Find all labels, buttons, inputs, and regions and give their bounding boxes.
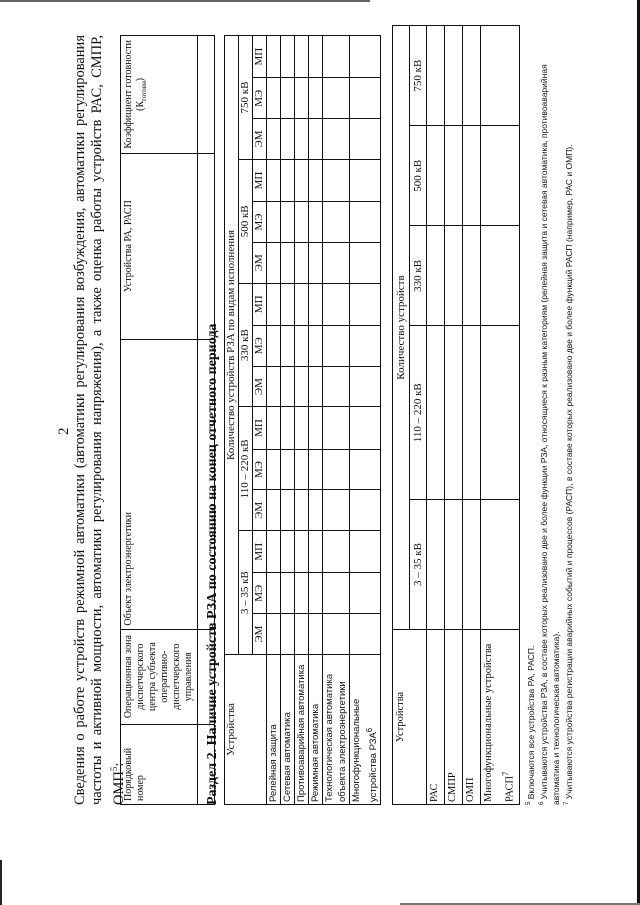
count-cell[interactable] — [309, 202, 323, 243]
count-cell[interactable] — [427, 500, 445, 630]
count-cell[interactable] — [463, 500, 481, 630]
count-cell[interactable] — [295, 614, 309, 655]
count-cell[interactable] — [309, 325, 323, 366]
count-cell[interactable] — [295, 202, 309, 243]
footnote-number: 7 — [564, 801, 571, 805]
header-availability-coef: Коэффициент готовности $(К_{готовн})$ — [121, 36, 198, 154]
count-cell[interactable] — [267, 36, 281, 78]
count-cell[interactable] — [427, 126, 445, 226]
count-cell[interactable] — [350, 407, 381, 449]
count-cell[interactable] — [350, 531, 381, 573]
count-cell[interactable] — [445, 26, 463, 126]
header-devices: Устройства — [393, 630, 427, 805]
count-cell[interactable] — [267, 78, 281, 119]
count-cell[interactable] — [281, 78, 295, 119]
row-label — [323, 655, 350, 805]
row-label — [481, 630, 520, 805]
count-cell[interactable] — [323, 614, 350, 655]
count-cell[interactable] — [281, 242, 295, 283]
footnote-ref: 7 — [500, 771, 510, 776]
row-label-text: Технологическая автоматика объекта электроэнергетики — [324, 673, 348, 802]
count-cell[interactable] — [309, 119, 323, 160]
count-cell[interactable] — [309, 78, 323, 119]
table-row — [445, 26, 463, 805]
header-voltage: 3 – 35 кВ — [410, 500, 427, 630]
row-label — [445, 630, 463, 805]
count-cell[interactable] — [267, 325, 281, 366]
header-type: МП — [253, 531, 267, 573]
count-cell[interactable] — [445, 326, 463, 500]
count-cell[interactable] — [323, 366, 350, 407]
count-cell[interactable] — [481, 26, 520, 126]
count-cell[interactable] — [309, 283, 323, 325]
count-cell[interactable] — [267, 119, 281, 160]
count-cell[interactable] — [445, 500, 463, 630]
count-cell[interactable] — [281, 449, 295, 490]
count-cell[interactable] — [295, 407, 309, 449]
count-cell[interactable] — [295, 366, 309, 407]
count-cell[interactable] — [281, 366, 295, 407]
count-cell[interactable] — [295, 242, 309, 283]
table-row — [481, 26, 520, 805]
row-label — [427, 630, 445, 805]
cell-availability-coef[interactable] — [198, 36, 215, 154]
count-cell[interactable] — [267, 407, 281, 449]
count-cell[interactable] — [323, 407, 350, 449]
count-cell[interactable] — [463, 26, 481, 126]
count-cell[interactable] — [323, 283, 350, 325]
table-row — [427, 26, 445, 805]
count-cell[interactable] — [281, 159, 295, 201]
count-cell[interactable] — [350, 202, 381, 243]
header-voltage: 500 кВ — [410, 126, 427, 226]
count-cell[interactable] — [309, 159, 323, 201]
count-cell[interactable] — [350, 119, 381, 160]
count-cell[interactable] — [281, 325, 295, 366]
header-group: Количество устройств — [393, 26, 410, 630]
count-cell[interactable] — [323, 531, 350, 573]
count-cell[interactable] — [323, 573, 350, 614]
count-cell[interactable] — [281, 490, 295, 531]
count-cell[interactable] — [427, 226, 445, 326]
row-label — [350, 655, 381, 805]
page-number: 2 — [56, 427, 72, 435]
title-suffix: : — [110, 762, 127, 767]
header-type: ЭМ — [253, 614, 267, 655]
count-cell[interactable] — [323, 325, 350, 366]
count-cell[interactable] — [267, 449, 281, 490]
title-text: Сведения о работе устройств режимной автоматики (автоматики регулирования возбуждения, автоматики регулирования частоты и активной мощности, автоматики регулирования напряжения), а также оценка работы устройств РАС, СМПР, ОМП — [72, 35, 127, 805]
header-type: ЭМ — [253, 119, 267, 160]
row-label — [463, 630, 481, 805]
rasp-devices-table — [392, 25, 520, 805]
header-group: Количество устройств РЗА по видам исполнения — [225, 36, 239, 655]
count-cell[interactable] — [309, 449, 323, 490]
cell-ra-devices[interactable] — [198, 153, 215, 339]
count-cell[interactable] — [323, 119, 350, 160]
count-cell[interactable] — [323, 159, 350, 201]
table-row — [267, 36, 281, 805]
header-type: МП — [253, 36, 267, 78]
coef-symbol: К — [135, 100, 146, 108]
header-voltage: 750 кВ — [239, 36, 253, 160]
count-cell[interactable] — [267, 159, 281, 201]
count-cell[interactable] — [481, 500, 520, 630]
footnote-number: 5 — [526, 801, 532, 805]
count-cell[interactable] — [309, 366, 323, 407]
section-2-heading: Раздел 2. Наличие устройств РЗА по состоянию на конец отчетного периода — [205, 323, 220, 805]
footnote — [524, 25, 537, 805]
count-cell[interactable] — [295, 159, 309, 201]
footnote-text: Учитываются устройства регистрации аварийных событий и процессов (РАСП), в составе которых реализовано две и более функций РАСП (например, РАС и ОМП). — [563, 144, 574, 800]
count-cell[interactable] — [267, 242, 281, 283]
count-cell[interactable] — [350, 78, 381, 119]
row-label — [281, 655, 295, 805]
header-voltage: 110 – 220 кВ — [239, 407, 253, 531]
header-voltage: 110 – 220 кВ — [410, 326, 427, 500]
footnotes — [524, 25, 575, 805]
count-cell[interactable] — [267, 283, 281, 325]
footnote-number: 6 — [539, 801, 546, 805]
count-cell[interactable] — [281, 614, 295, 655]
footnote-text: Учитываются устройства РЗА, в составе которых реализовано две и более функции РЗА, относящиеся к разным категориям (релейная защита и сетевая автоматика, противоаварийная автоматика и технологическая автоматика). — [539, 64, 561, 805]
row-label-text: Релейная защита — [268, 724, 279, 802]
count-cell[interactable] — [323, 202, 350, 243]
count-cell[interactable] — [309, 573, 323, 614]
count-cell[interactable] — [281, 36, 295, 78]
coef-label: Коэффициент готовности — [123, 40, 134, 149]
header-voltage: 750 кВ — [410, 26, 427, 126]
count-cell[interactable] — [281, 573, 295, 614]
count-cell[interactable] — [309, 531, 323, 573]
count-cell[interactable] — [267, 614, 281, 655]
count-cell[interactable] — [267, 531, 281, 573]
count-cell[interactable] — [323, 490, 350, 531]
ra-devices-table — [120, 35, 215, 805]
count-cell[interactable] — [281, 119, 295, 160]
footnote-text: Включаются все устройства РА, РАСП. — [525, 645, 536, 800]
count-cell[interactable] — [295, 531, 309, 573]
header-type: МЭ — [253, 78, 267, 119]
row-label-text: РАС — [429, 783, 440, 802]
count-cell[interactable] — [281, 283, 295, 325]
count-cell[interactable] — [323, 449, 350, 490]
count-cell[interactable] — [295, 573, 309, 614]
table-row — [281, 36, 295, 805]
count-cell[interactable] — [295, 490, 309, 531]
footnote — [562, 25, 575, 805]
count-cell[interactable] — [295, 119, 309, 160]
header-type: ЭМ — [253, 242, 267, 283]
header-operational-zone: Операционная зона диспетчерского центра субъекта оперативно-диспетчерского управления — [121, 629, 198, 724]
table-header-row — [225, 36, 239, 805]
count-cell[interactable] — [309, 407, 323, 449]
header-voltage: 3 – 35 кВ — [239, 531, 253, 655]
header-devices: Устройства — [225, 655, 267, 805]
count-cell[interactable] — [427, 26, 445, 126]
table-row — [350, 36, 381, 805]
count-cell[interactable] — [445, 226, 463, 326]
header-type: МЭ — [253, 573, 267, 614]
footnote-divider — [519, 740, 520, 805]
footnote — [537, 25, 562, 805]
count-cell[interactable] — [350, 449, 381, 490]
count-cell[interactable] — [463, 226, 481, 326]
table-row — [463, 26, 481, 805]
count-cell[interactable] — [295, 78, 309, 119]
table-row — [323, 36, 350, 805]
count-cell[interactable] — [295, 36, 309, 78]
count-cell[interactable] — [350, 36, 381, 78]
count-cell[interactable] — [481, 126, 520, 226]
count-cell[interactable] — [281, 407, 295, 449]
header-type: ЭМ — [253, 366, 267, 407]
row-label-text: Сетевая автоматика — [282, 712, 293, 802]
count-cell[interactable] — [267, 366, 281, 407]
coef-subscript: готовн — [140, 81, 148, 101]
count-cell[interactable] — [481, 226, 520, 326]
count-cell[interactable] — [281, 202, 295, 243]
row-label — [295, 655, 309, 805]
count-cell[interactable] — [350, 325, 381, 366]
header-voltage: 330 кВ — [239, 283, 253, 407]
count-cell[interactable] — [350, 159, 381, 201]
count-cell[interactable] — [323, 36, 350, 78]
count-cell[interactable] — [267, 202, 281, 243]
count-cell[interactable] — [427, 326, 445, 500]
count-cell[interactable] — [350, 490, 381, 531]
row-label-text: СМПР — [447, 772, 458, 802]
count-cell[interactable] — [267, 573, 281, 614]
header-voltage: 330 кВ — [410, 226, 427, 326]
count-cell[interactable] — [350, 283, 381, 325]
count-cell[interactable] — [295, 283, 309, 325]
row-label — [309, 655, 323, 805]
footnote-ref: 6 — [365, 727, 374, 733]
table-header-row — [393, 26, 410, 805]
count-cell[interactable] — [281, 531, 295, 573]
row-label-text: Режимная автоматика — [310, 703, 321, 802]
header-serial-number: Порядковый номер — [121, 724, 198, 804]
header-type: ЭМ — [253, 490, 267, 531]
count-cell[interactable] — [445, 126, 463, 226]
count-cell[interactable] — [481, 326, 520, 500]
header-type: МЭ — [253, 202, 267, 243]
table-row — [295, 36, 309, 805]
count-cell[interactable] — [350, 573, 381, 614]
row-label-text: ОМП — [465, 777, 476, 802]
count-cell[interactable] — [295, 449, 309, 490]
row-label-text: Многофункциональные устройства РЗА — [351, 698, 380, 802]
header-type: МП — [253, 407, 267, 449]
count-cell[interactable] — [323, 78, 350, 119]
title-footnote-ref: 5 — [109, 766, 119, 772]
count-cell[interactable] — [309, 36, 323, 78]
row-label-text: Многофункциональные устройства РАСП — [483, 643, 516, 802]
table-row — [309, 36, 323, 805]
row-label — [267, 655, 281, 805]
header-voltage: 500 кВ — [239, 159, 253, 283]
count-cell[interactable] — [350, 366, 381, 407]
header-type: МП — [253, 283, 267, 325]
count-cell[interactable] — [463, 326, 481, 500]
count-cell[interactable] — [309, 614, 323, 655]
count-cell[interactable] — [267, 490, 281, 531]
count-cell[interactable] — [463, 126, 481, 226]
table-header-row — [121, 36, 198, 805]
header-type: МЭ — [253, 325, 267, 366]
rza-devices-table — [224, 35, 381, 805]
count-cell[interactable] — [323, 242, 350, 283]
header-type: МЭ — [253, 449, 267, 490]
count-cell[interactable] — [350, 242, 381, 283]
count-cell[interactable] — [309, 242, 323, 283]
header-power-object: Объект электроэнергетики — [121, 339, 198, 629]
count-cell[interactable] — [350, 614, 381, 655]
header-type: МП — [253, 159, 267, 201]
row-label-text: Противоаварийная автоматика — [296, 664, 307, 802]
count-cell[interactable] — [295, 325, 309, 366]
count-cell[interactable] — [309, 490, 323, 531]
header-ra-devices: Устройства РА, РАСП — [121, 153, 198, 339]
